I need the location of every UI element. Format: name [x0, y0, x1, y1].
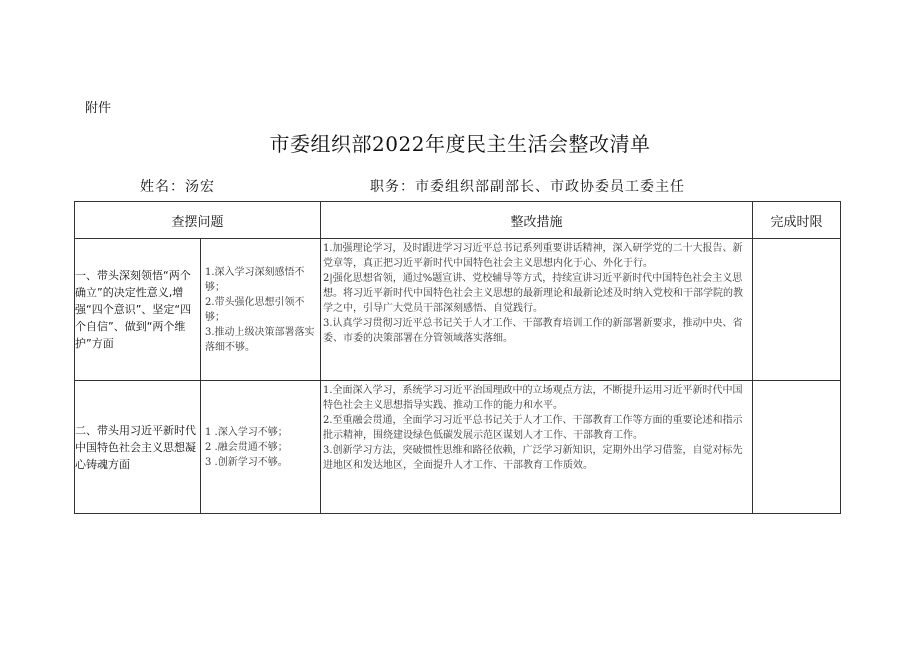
cause-item: 2.带头强化思想引领不够；: [205, 296, 305, 323]
role-line: 职务：市委组织部副部长、市政协委员工委主任: [370, 179, 685, 195]
issue-cell: 一、带头深刻领悟“两个确立”的决定性意义,增强“四个意识”、坚定“四个自信”、做到“两个维护”方面: [75, 239, 201, 381]
measure-item: 3.创新学习方法，突破惯性思维和路径依赖，广泛学习新知识，定期外出学习借鉴，自觉对标先进地区和发达地区，全面提升人才工作、干部教育工作质效。: [323, 445, 743, 471]
cause-item: 1.深入学习深刻感悟不够；: [205, 266, 305, 293]
measure-item: 2|强化思想省领，通过%题宣讲、党校辅导等方式，持续宣讲习近平新时代中国特色社会主义思想。将习近平新时代中国特色社会主义思想的最新理论和最新论述及时纳入党校和干部学院的教学之中，引导广大党员干部深刻感悟、自觉践行。: [323, 273, 744, 314]
deadline-cell: [753, 239, 841, 381]
deadline-cell: [753, 381, 841, 514]
measure-item: 2.至重融会贯通，全面学习习近平总书记关于人才工作、干部教育工作等方面的重要论述和指示批示精神，围绕建设绿色低碳发展示范区谋划人才工作、干部教育工作。: [323, 415, 743, 441]
page-title: 市委组织部2022年度民主生活会整改清单: [269, 132, 651, 156]
cause-item: 3.推动上级决策部署落实落细不够。: [205, 326, 315, 353]
issue-cell: 二、带头用习近平新时代中国特色社会主义思想凝心铸魂方面: [75, 381, 201, 514]
cause-cell: [201, 239, 321, 381]
table-header-row: [75, 202, 841, 239]
header-measures: 整改措施: [321, 202, 753, 239]
attachment-label: 附件: [85, 101, 112, 116]
table-row: [75, 239, 841, 381]
cause-item: 2 .融会贯通不够；: [205, 441, 288, 453]
measure-item: 1.加强理论学习，及时跟进学习习近平总书记系列重要讲话精神，深入研学党的二十大报告、新党章等，真正把习近平新时代中国特色社会主义思想内化于心、外化于行。: [323, 243, 743, 269]
name-line: 姓名：汤宏: [140, 179, 215, 195]
cause-item: 3 .创新学习不够。: [205, 456, 288, 468]
table-row: [75, 381, 841, 514]
header-deadline: 完成时限: [753, 202, 841, 239]
measure-item: 3.认真学习贯彻习近平总书记关于人才工作、干部教育培训工作的新部署新要求，推动中央、省委、市委的决策部署在分管领域落实落细。: [323, 318, 743, 344]
cause-cell: [201, 381, 321, 514]
measure-item: 1.全面深入学习，系统学习习近平治国理政中的立场观点方法，不断提升运用习近平新时代中国特色社会主义思想指导实践、推动工作的能力和水平。: [323, 385, 743, 411]
rectification-table: [74, 201, 841, 514]
cause-item: 1 .深入学习不够；: [205, 426, 288, 438]
measure-cell: [321, 381, 753, 514]
measure-cell: [321, 239, 753, 381]
header-issues: 查摆问题: [75, 202, 321, 239]
